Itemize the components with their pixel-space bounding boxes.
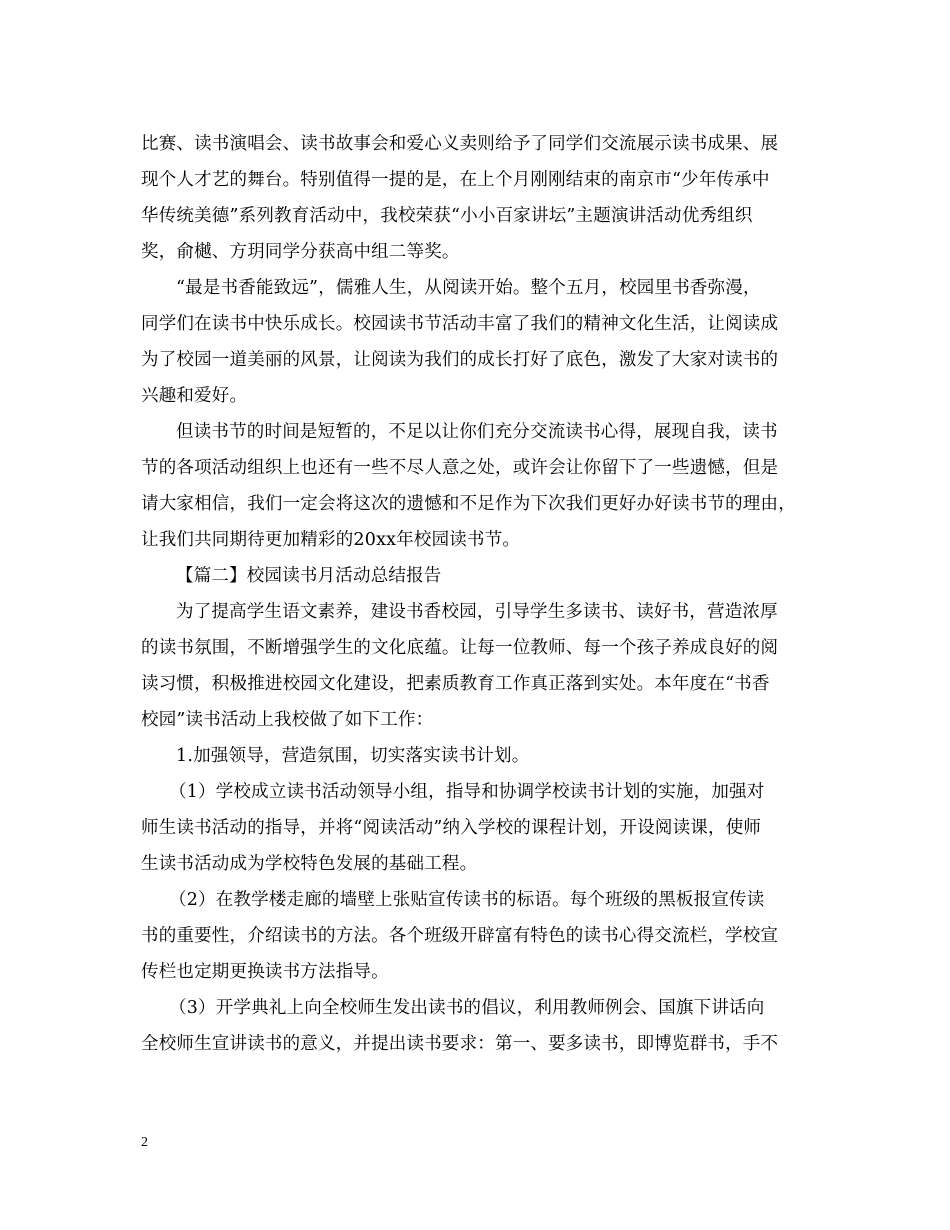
text-line: 传栏也定期更换读书方法指导。 xyxy=(141,962,389,982)
text-line: 生读书活动成为学校特色发展的基础工程。 xyxy=(141,854,478,874)
section-heading: 【篇二】校园读书月活动总结报告 xyxy=(176,566,442,586)
text-line: 兴趣和爱好。 xyxy=(141,386,248,406)
text-line: 让我们共同期待更加精彩的20xx年校园读书节。 xyxy=(141,530,521,550)
text-line: 校园”读书活动上我校做了如下工作： xyxy=(141,710,434,730)
text-line: 书的重要性，介绍读书的方法。各个班级开辟富有特色的读书心得交流栏，学校宣 xyxy=(141,926,779,946)
text-line: 的读书氛围，不断增强学生的文化底蕴。让每一位教师、每一个孩子养成良好的阅 xyxy=(141,638,779,658)
document-body xyxy=(141,126,821,1062)
text-line: 同学们在读书中快乐成长。校园读书节活动丰富了我们的精神文化生活，让阅读成 xyxy=(141,314,779,334)
text-line: （1）学校成立读书活动领导小组，指导和协调学校读书计划的实施，加强对 xyxy=(169,782,765,802)
text-line: 请大家相信，我们一定会将这次的遗憾和不足作为下次我们更好办好读书节的理由， xyxy=(141,494,796,514)
text-line: 现个人才艺的舞台。特别值得一提的是，在上个月刚刚结束的南京市“少年传承中 xyxy=(141,170,770,190)
text-line: 华传统美德”系列教育活动中，我校荣获“小小百家讲坛”主题演讲活动优秀组织 xyxy=(141,206,753,226)
text-line: 师生读书活动的指导，并将“阅读活动”纳入学校的课程计划，开设阅读课，使师 xyxy=(141,818,762,838)
text-line: 奖，俞樾、方玥同学分获高中组二等奖。 xyxy=(141,242,460,262)
text-line: 但读书节的时间是短暂的，不足以让你们充分交流读书心得，展现自我，读书 xyxy=(176,422,778,442)
list-item-heading: 1.加强领导，营造氛围，切实落实读书计划。 xyxy=(176,746,530,766)
text-line: 比赛、读书演唱会、读书故事会和爱心义卖则给予了同学们交流展示读书成果、展 xyxy=(141,134,779,154)
page-number: 2 xyxy=(141,1135,148,1150)
text-line: 读习惯，积极推进校园文化建设，把素质教育工作真正落到实处。本年度在“书香 xyxy=(141,674,770,694)
text-line: 为了校园一道美丽的风景，让阅读为我们的成长打好了底色，激发了大家对读书的 xyxy=(141,350,779,370)
text-line: （2）在教学楼走廊的墙壁上张贴宣传读书的标语。每个班级的黑板报宣传读 xyxy=(169,890,765,910)
text-line: （3）开学典礼上向全校师生发出读书的倡议，利用教师例会、国旗下讲话向 xyxy=(169,998,765,1018)
text-line: “最是书香能致远”，儒雅人生，从阅读开始。整个五月，校园里书香弥漫， xyxy=(176,278,761,298)
text-line: 节的各项活动组织上也还有一些不尽人意之处，或许会让你留下了一些遗憾，但是 xyxy=(141,458,779,478)
text-line: 全校师生宣讲读书的意义，并提出读书要求：第一、要多读书，即博览群书，手不 xyxy=(141,1034,779,1054)
text-line: 为了提高学生语文素养，建设书香校园，引导学生多读书、读好书，营造浓厚 xyxy=(176,602,778,622)
